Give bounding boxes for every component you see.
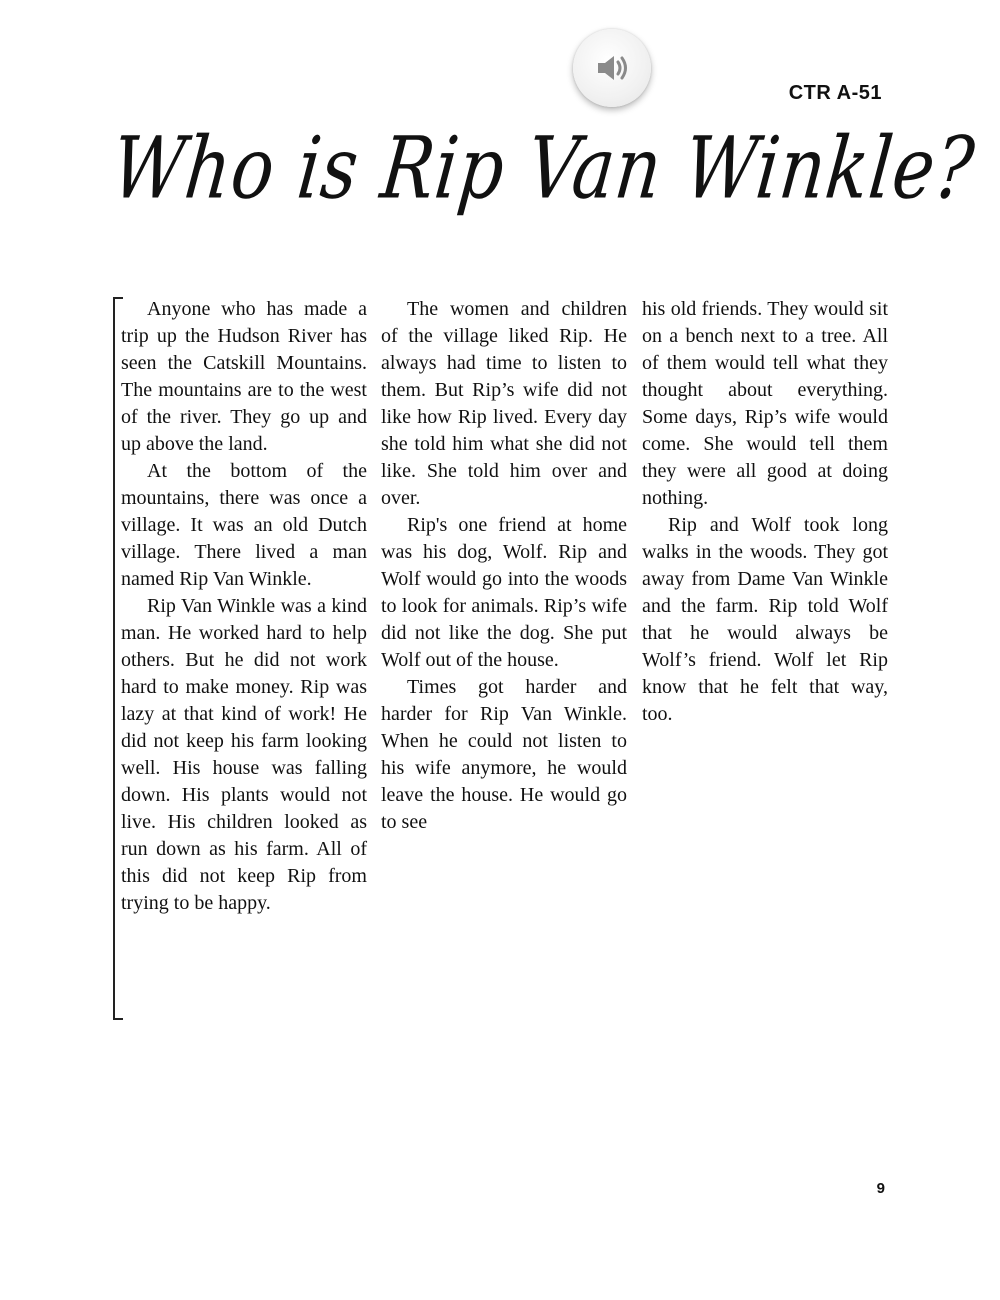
audio-play-button[interactable]	[573, 29, 651, 107]
paragraph: The women and children of the village liked Rip. He always had time to listen to them. But Rip’s wife did not like how Rip lived. Every day she told him what she did not like. She told him over and over.	[381, 298, 627, 509]
paragraph: At the bottom of the mountains, there was once a village. It was an old Dutch village. There lived a man named Rip Van Winkle.	[121, 460, 367, 590]
paragraph: Times got harder and harder for Rip Van Winkle. When he could not listen to his wife anymore, he would leave the house. He would go to see	[381, 676, 627, 833]
paragraph: Rip's one friend at home was his dog, Wolf. Rip and Wolf would go into the woods to look for animals. Rip’s wife did not like the dog. She put Wolf out of the house.	[381, 514, 627, 671]
speaker-icon	[592, 48, 632, 88]
paragraph-continuation: his old friends. They would sit on a bench next to a tree. All of them would tell what they thought about everything. Some days, Rip’s wife would come. She would tell them they were all good at doing nothing.	[642, 298, 888, 509]
story-title: Who is Rip Van Winkle?	[107, 118, 980, 219]
paragraph: Anyone who has made a trip up the Hudson River has seen the Catskill Mountains. The mountains are to the west of the river. They go up and up above the land.	[121, 298, 367, 455]
text-column-3	[642, 296, 888, 728]
document-code: CTR A-51	[788, 82, 882, 104]
paragraph: Rip Van Winkle was a kind man. He worked hard to help others. But he did not work hard to make money. Rip was lazy at that kind of work! He did not keep his farm looking well. His house was falling down. His plants would not live. His children looked as run down as his farm. All of this did not keep Rip from trying to be happy.	[121, 595, 367, 914]
paragraph: Rip and Wolf took long walks in the woods. They got away from Dame Van Winkle and the farm. Rip told Wolf that he would always be Wolf’s friend. Wolf let Rip know that he felt that way, too.	[642, 514, 888, 725]
text-column-1	[121, 296, 367, 917]
text-column-2	[381, 296, 627, 836]
margin-bracket-bottom	[113, 1018, 123, 1020]
margin-bracket	[113, 297, 115, 1020]
page-number: 9	[876, 1180, 885, 1197]
